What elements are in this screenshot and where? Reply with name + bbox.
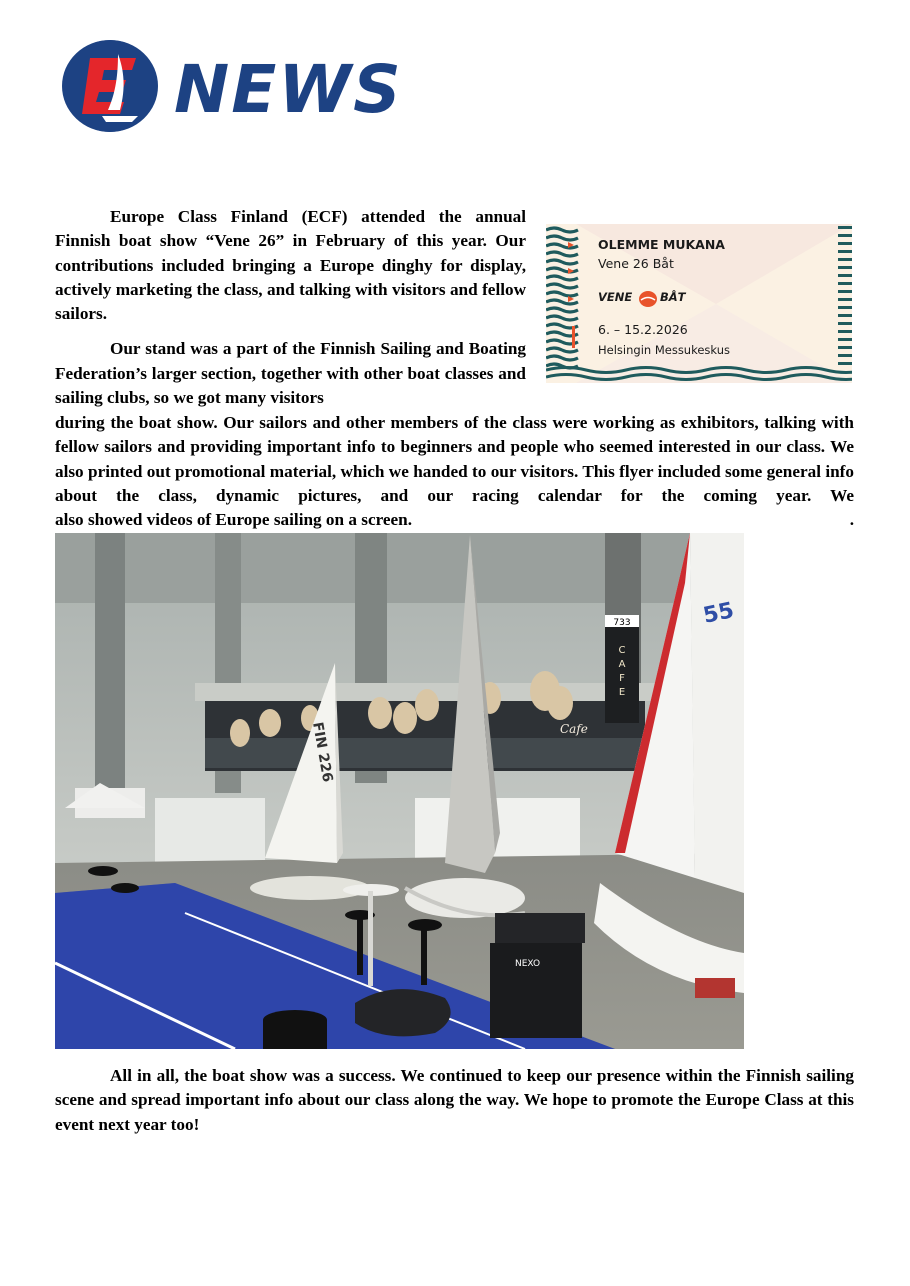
paragraph-2-last-line bbox=[55, 508, 854, 532]
paragraph-2-trailing-dot: . bbox=[849, 510, 854, 530]
paragraph-2-start: Our stand was a part of the Finnish Sailing and Boating Federation’s larger section, together with other boat classes and sailing clubs, so we got many visitors bbox=[55, 339, 526, 408]
banner-event-name: Vene 26 Båt bbox=[598, 256, 674, 271]
boat-show-photo bbox=[55, 533, 744, 1049]
banner-venue: Helsingin Messukeskus bbox=[598, 343, 731, 357]
europe-class-emblem bbox=[62, 40, 158, 132]
svg-text:Cafe: Cafe bbox=[560, 722, 588, 736]
banner-logo-vene: VENE bbox=[598, 290, 633, 304]
svg-text:E: E bbox=[618, 687, 626, 698]
svg-text:A: A bbox=[618, 659, 626, 670]
paragraph-3: All in all, the boat show was a success. We continued to keep our presence within the Finnish sailing scene and spread important info about our class along the way. We hope to promote the Europe Class at this event next year too! bbox=[55, 1066, 854, 1134]
vene-boat-show-banner bbox=[546, 224, 852, 383]
boat-show-photo-image bbox=[55, 533, 744, 1049]
logo-news-text: NEWS bbox=[174, 51, 403, 128]
intro-column bbox=[55, 205, 526, 410]
banner-logo-bat: BÅT bbox=[660, 290, 686, 304]
paragraph-1: Europe Class Finland (ECF) attended the annual Finnish boat show “Vene 26” in February of this year. Our contributions included bringing a Europe dinghy for display, actively marketing the class, and talking with visitors and fellow sailors. bbox=[55, 207, 526, 324]
europe-class-emblem-icon bbox=[62, 40, 158, 132]
svg-text:733: 733 bbox=[613, 618, 631, 628]
banner-headline: OLEMME MUKANA bbox=[598, 237, 725, 252]
svg-text:C: C bbox=[618, 645, 626, 656]
paragraph-2-final-sentence: also showed videos of Europe sailing on a screen. bbox=[55, 510, 413, 530]
banner-dates: 6. – 15.2.2026 bbox=[598, 322, 688, 337]
svg-text:55: 55 bbox=[701, 598, 737, 629]
svg-text:F: F bbox=[619, 673, 625, 684]
svg-text:NEXO: NEXO bbox=[515, 959, 541, 969]
paragraph-2-continuation bbox=[55, 411, 854, 532]
e-news-logo bbox=[62, 40, 432, 135]
paragraph-2-body: during the boat show. Our sailors and other members of the class were working as exhibitors, talking with fellow sailors and providing important info to beginners and people who seemed interested in our class. We also printed out promotional material, which we handed to our visitors. This flyer included some general info about the class, dynamic pictures, and our racing calendar for the coming year. We bbox=[55, 413, 854, 505]
svg-text:FIN 226: FIN 226 bbox=[309, 720, 336, 784]
